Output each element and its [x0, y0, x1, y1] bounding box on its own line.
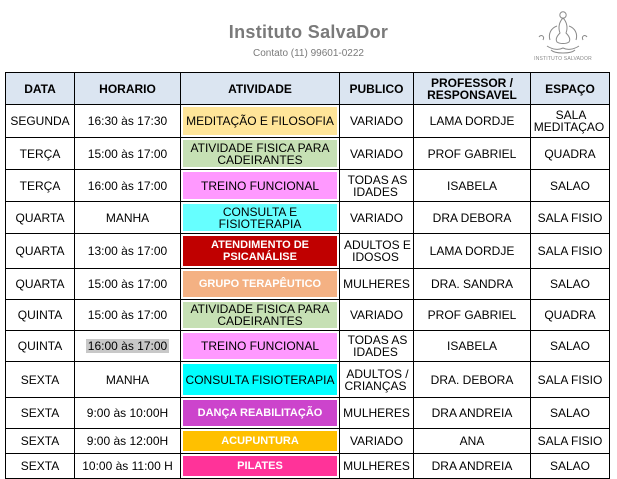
col-header-data: DATA [6, 73, 75, 105]
cell-publico [340, 138, 414, 170]
cell-publico [340, 105, 414, 138]
cell-atividade-text: CONSULTA E FISIOTERAPIA [183, 204, 337, 231]
cell-espaco-text: SALAO [549, 339, 591, 353]
cell-data [6, 429, 75, 454]
cell-professor [414, 269, 531, 300]
col-header-atividade: ATIVIDADE [181, 73, 340, 105]
cell-horario [75, 234, 181, 269]
cell-professor-text: DRA ANDREIA [431, 459, 513, 473]
cell-publico [340, 300, 414, 331]
cell-publico-text: MULHERES [343, 406, 410, 420]
cell-horario-text: 15:00 às 17:00 [87, 146, 168, 161]
cell-data [6, 300, 75, 331]
cell-publico [340, 269, 414, 300]
cell-atividade [181, 234, 340, 269]
cell-publico [340, 234, 414, 269]
cell-espaco-text: SALAO [549, 459, 591, 473]
cell-data-text: TERÇA [19, 146, 61, 161]
cell-espaco [531, 202, 610, 234]
cell-publico-text: TODAS AS IDADES [347, 333, 408, 359]
cell-professor-text: ISABELA [446, 178, 498, 193]
cell-espaco-text: SALAO [549, 406, 591, 420]
cell-espaco [531, 138, 610, 170]
cell-data [6, 138, 75, 170]
cell-atividade [181, 300, 340, 331]
cell-espaco [531, 170, 610, 202]
col-header-professor: PROFESSOR / RESPONSAVEL [414, 73, 531, 105]
cell-atividade [181, 454, 340, 479]
cell-espaco [531, 269, 610, 300]
cell-professor [414, 362, 531, 398]
cell-atividade-text: ACUPUNTURA [183, 431, 337, 451]
cell-professor [414, 202, 531, 234]
cell-publico-text: VARIADO [349, 210, 404, 225]
cell-data [6, 454, 75, 479]
cell-espaco-text: SALA MEDITAÇAO [533, 108, 605, 134]
cell-horario [75, 454, 181, 479]
cell-professor-text: DRA. DEBORA [430, 372, 514, 387]
cell-horario-text: MANHA [105, 372, 150, 387]
col-header-publico: PUBLICO [340, 73, 414, 105]
cell-atividade [181, 202, 340, 234]
cell-atividade-text: ATIVIDADE FISICA PARA CADEIRANTES [183, 140, 337, 167]
cell-data-text: SEXTA [20, 372, 60, 387]
cell-atividade-text: TREINO FUNCIONAL [183, 172, 337, 199]
table-header-row [6, 73, 610, 105]
table-row [6, 105, 610, 138]
cell-data-text: TERÇA [19, 178, 61, 193]
cell-professor-text: DRA ANDREIA [431, 406, 513, 420]
cell-espaco-text: SALA FISIO [537, 372, 603, 387]
cell-publico [340, 362, 414, 398]
cell-data [6, 202, 75, 234]
cell-data [6, 269, 75, 300]
cell-professor-text: ISABELA [446, 339, 498, 353]
cell-data [6, 105, 75, 138]
cell-publico-text: MULHERES [343, 277, 410, 291]
cell-atividade-text: ATENDIMENTO DE PSICANÁLISE [183, 236, 337, 266]
cell-espaco [531, 234, 610, 269]
cell-professor [414, 398, 531, 429]
cell-espaco-text: SALA FISIO [537, 210, 603, 225]
cell-atividade [181, 331, 340, 362]
cell-professor-text: DRA. SANDRA [430, 277, 513, 291]
cell-professor [414, 105, 531, 138]
cell-data-text: QUINTA [17, 308, 63, 322]
cell-atividade-text: MEDITAÇÃO E FILOSOFIA [183, 107, 337, 135]
schedule-table [5, 72, 610, 479]
page-header [0, 0, 617, 70]
cell-publico-text: TODAS AS IDADES [347, 172, 408, 199]
cell-espaco [531, 362, 610, 398]
cell-data [6, 362, 75, 398]
cell-espaco [531, 300, 610, 331]
cell-horario [75, 105, 181, 138]
cell-publico [340, 202, 414, 234]
col-header-horario: HORARIO [75, 73, 181, 105]
cell-professor-text: LAMA DORDJE [429, 244, 515, 258]
cell-horario [75, 269, 181, 300]
cell-data-text: QUARTA [15, 210, 65, 225]
cell-atividade [181, 362, 340, 398]
cell-publico [340, 398, 414, 429]
cell-horario-text: 15:00 às 17:00 [87, 277, 168, 291]
cell-professor-text: DRA DEBORA [432, 210, 512, 225]
cell-professor-text: LAMA DORDJE [429, 114, 515, 128]
table-row [6, 429, 610, 454]
table-row [6, 300, 610, 331]
cell-espaco-text: QUADRA [544, 308, 596, 322]
cell-atividade [181, 138, 340, 170]
page-title: Instituto SalvaDor [228, 22, 389, 42]
cell-horario-text: 16:30 às 17:30 [87, 114, 168, 128]
contact-info: Contato (11) 99601-0222 [252, 48, 364, 59]
cell-data-text: SEXTA [20, 434, 60, 448]
cell-horario [75, 170, 181, 202]
table-row [6, 202, 610, 234]
cell-horario-text: 10:00 às 11:00 H [82, 459, 173, 473]
cell-horario [75, 138, 181, 170]
table-row [6, 362, 610, 398]
cell-professor [414, 429, 531, 454]
cell-horario [75, 398, 181, 429]
cell-professor [414, 234, 531, 269]
cell-espaco [531, 331, 610, 362]
table-row [6, 138, 610, 170]
cell-espaco [531, 398, 610, 429]
cell-publico [340, 331, 414, 362]
cell-publico [340, 454, 414, 479]
cell-espaco-text: SALA FISIO [537, 434, 603, 448]
cell-atividade [181, 269, 340, 300]
cell-professor [414, 170, 531, 202]
cell-espaco-text: QUADRA [544, 146, 596, 161]
cell-atividade-text: PILATES [183, 456, 337, 476]
cell-horario-text: 9:00 às 12:00H [86, 434, 169, 448]
cell-data-text: SEXTA [20, 406, 60, 420]
cell-professor [414, 138, 531, 170]
cell-horario [75, 202, 181, 234]
cell-data-text: QUINTA [17, 339, 63, 353]
cell-publico [340, 429, 414, 454]
cell-horario-text: MANHA [105, 210, 150, 225]
cell-professor-text: ANA [459, 434, 485, 448]
logo-caption: INSTITUTO SALVADOR [534, 56, 592, 62]
table-row [6, 170, 610, 202]
table-row [6, 269, 610, 300]
cell-horario [75, 331, 181, 362]
cell-data [6, 234, 75, 269]
cell-atividade-text: DANÇA REABILITAÇÃO [183, 400, 337, 426]
cell-horario [75, 362, 181, 398]
cell-publico-text: MULHERES [343, 459, 410, 473]
cell-data [6, 170, 75, 202]
cell-professor [414, 331, 531, 362]
cell-atividade [181, 429, 340, 454]
cell-espaco [531, 105, 610, 138]
cell-horario-text: 16:00 às 17:00 [87, 178, 168, 193]
cell-data [6, 398, 75, 429]
cell-professor-text: PROF GABRIEL [427, 308, 517, 322]
cell-data [6, 331, 75, 362]
cell-atividade-text: CONSULTA FISIOTERAPIA [183, 364, 337, 395]
cell-horario-text: 13:00 às 17:00 [87, 244, 168, 258]
cell-publico-text: ADULTOS E IDOSOS [344, 238, 411, 264]
cell-publico-text: ADULTOS / CRIANÇAS [344, 366, 409, 393]
cell-data-text: SEXTA [20, 459, 60, 473]
cell-professor [414, 454, 531, 479]
cell-data-text: QUARTA [15, 244, 65, 258]
cell-horario-text: 16:00 às 17:00 [87, 339, 168, 353]
cell-atividade [181, 398, 340, 429]
cell-atividade-text: TREINO FUNCIONAL [183, 333, 337, 359]
cell-data-text: QUARTA [15, 277, 65, 291]
cell-atividade-text: GRUPO TERAPÊUTICO [183, 271, 337, 297]
cell-publico-text: VARIADO [349, 146, 404, 161]
cell-espaco [531, 454, 610, 479]
cell-publico-text: VARIADO [349, 434, 404, 448]
col-header-espaco: ESPAÇO [531, 73, 610, 105]
table-row [6, 454, 610, 479]
cell-horario [75, 429, 181, 454]
cell-espaco [531, 429, 610, 454]
cell-horario [75, 300, 181, 331]
cell-atividade [181, 170, 340, 202]
cell-publico-text: VARIADO [349, 114, 404, 128]
table-row [6, 234, 610, 269]
cell-espaco-text: SALAO [549, 178, 591, 193]
cell-professor-text: PROF GABRIEL [427, 146, 517, 161]
cell-publico-text: VARIADO [349, 308, 404, 322]
cell-horario-text: 15:00 às 17:00 [87, 308, 168, 322]
cell-espaco-text: SALA FISIO [537, 244, 603, 258]
cell-horario-text: 9:00 às 10:00H [86, 406, 169, 420]
cell-publico [340, 170, 414, 202]
cell-atividade [181, 105, 340, 138]
table-row [6, 398, 610, 429]
cell-espaco-text: SALAO [549, 277, 591, 291]
cell-professor [414, 300, 531, 331]
cell-atividade-text: ATIVIDADE FISICA PARA CADEIRANTES [183, 302, 337, 328]
cell-data-text: SEGUNDA [10, 114, 70, 128]
table-row [6, 331, 610, 362]
